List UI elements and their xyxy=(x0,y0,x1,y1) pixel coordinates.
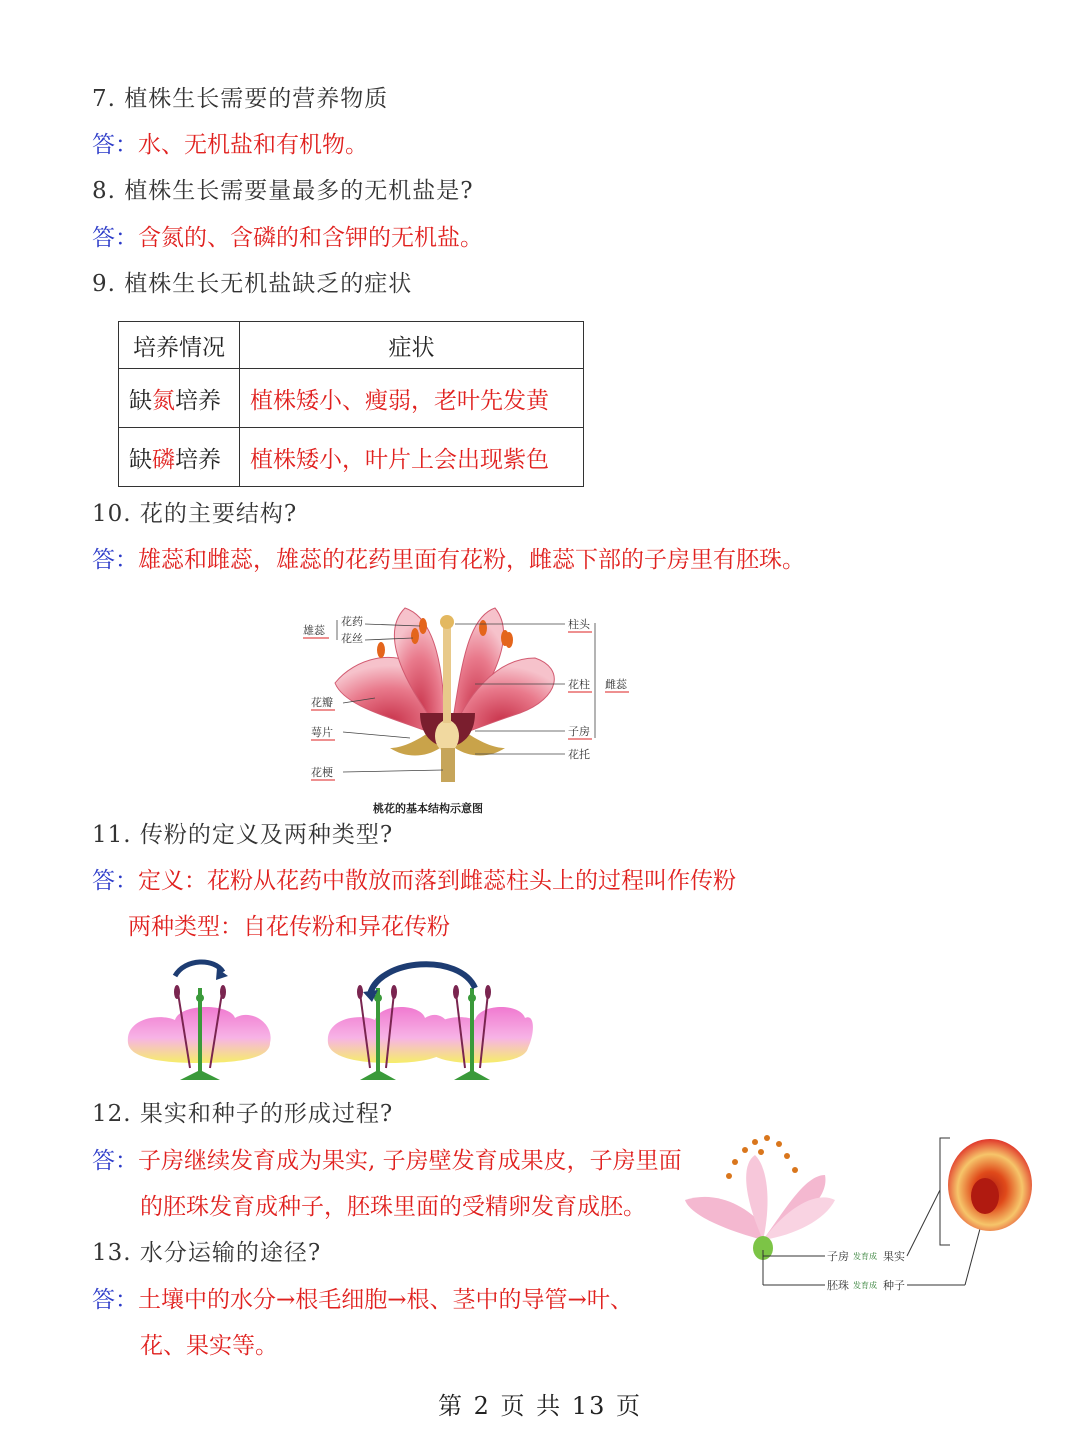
table-cell-symptom: 植株矮小、瘦弱，老叶先发黄 xyxy=(240,369,584,428)
stigma-shape xyxy=(440,615,454,629)
label-stamen: 雄蕊 xyxy=(303,624,325,637)
label-seed: 种子 xyxy=(883,1279,905,1292)
cross-pollination-flowers xyxy=(328,964,533,1080)
pollination-illustration xyxy=(120,958,540,1093)
peach-cross-section xyxy=(948,1139,1032,1231)
label-style: 花柱 xyxy=(568,678,590,691)
label-ovary: 子房 xyxy=(568,725,590,738)
label-stalk: 花梗 xyxy=(311,766,333,779)
table-cell-condition: 缺氮培养 xyxy=(119,369,240,428)
question-13: 13. 水分运输的途径? xyxy=(92,1240,322,1266)
answer-text: 定义：花粉从花药中散放而落到雌蕊柱头上的过程叫作传粉 xyxy=(138,868,736,894)
answer-lead: 答： xyxy=(92,132,138,158)
anther-shape xyxy=(377,642,385,658)
answer-11-line2: 两种类型：自花传粉和异花传粉 xyxy=(128,914,450,940)
stalk-shape xyxy=(441,748,455,782)
ovary-shape xyxy=(435,720,459,752)
table-header-symptom: 症状 xyxy=(240,322,584,369)
label-develop: 发育成 xyxy=(853,1281,877,1290)
table-header-condition: 培养情况 xyxy=(119,322,240,369)
anther-shape xyxy=(505,632,513,648)
answer-lead: 答： xyxy=(92,1287,138,1313)
anther-shape xyxy=(411,628,419,644)
question-11: 11. 传粉的定义及两种类型? xyxy=(92,822,394,848)
answer-text: 土壤中的水分→根毛细胞→根、茎中的导管→叶、 xyxy=(138,1287,633,1313)
anther-shape xyxy=(419,618,427,634)
question-10: 10. 花的主要结构? xyxy=(92,501,298,527)
answer-lead: 答： xyxy=(92,1148,138,1174)
label-ovary: 子房 xyxy=(827,1250,849,1263)
peach-flower-diagram xyxy=(295,598,640,820)
answer-lead: 答： xyxy=(92,547,138,573)
answer-13 xyxy=(92,1285,633,1315)
label-fruit: 果实 xyxy=(883,1250,905,1263)
label-stigma: 柱头 xyxy=(568,618,590,631)
question-9: 9. 植株生长无机盐缺乏的症状 xyxy=(92,271,413,297)
label-receptacle: 花托 xyxy=(568,748,590,761)
anther-shape xyxy=(479,620,487,636)
page-footer: 第 2 页 共 13 页 xyxy=(438,1392,642,1420)
answer-12 xyxy=(92,1146,682,1176)
question-7: 7. 植株生长需要的营养物质 xyxy=(92,86,389,112)
answer-text: 含氮的、含磷的和含钾的无机盐。 xyxy=(138,225,483,251)
question-8: 8. 植株生长需要量最多的无机盐是? xyxy=(92,178,474,204)
label-petal: 花瓣 xyxy=(311,696,333,709)
table-header-row xyxy=(119,322,584,369)
diagram-caption: 桃花的基本结构示意图 xyxy=(373,802,483,815)
label-sepal: 萼片 xyxy=(311,726,333,739)
deficiency-table xyxy=(118,321,584,487)
label-pistil: 雌蕊 xyxy=(605,678,627,691)
answer-8 xyxy=(92,223,483,253)
blossom-drawing xyxy=(685,1135,835,1260)
answer-text: 雄蕊和雌蕊，雄蕊的花药里面有花粉，雌蕊下部的子房里有胚珠。 xyxy=(138,547,805,573)
label-anther: 花药 xyxy=(341,615,363,628)
answer-7 xyxy=(92,130,368,160)
label-ovule: 胚珠 xyxy=(827,1279,849,1292)
answer-text: 水、无机盐和有机物。 xyxy=(138,132,368,158)
self-pollination-flower xyxy=(128,962,271,1080)
answer-10 xyxy=(92,545,805,575)
table-row xyxy=(119,428,584,487)
answer-11 xyxy=(92,866,736,896)
answer-12-line2: 的胚珠发育成种子，胚珠里面的受精卵发育成胚。 xyxy=(140,1194,646,1220)
table-cell-condition: 缺磷培养 xyxy=(119,428,240,487)
answer-text: 子房继续发育成为果实, 子房壁发育成果皮，子房里面 xyxy=(138,1148,682,1174)
table-cell-symptom: 植株矮小，叶片上会出现紫色 xyxy=(240,428,584,487)
question-12: 12. 果实和种子的形成过程? xyxy=(92,1101,394,1127)
label-filament: 花丝 xyxy=(341,632,363,645)
fruit-formation-diagram xyxy=(685,1130,1035,1300)
answer-lead: 答： xyxy=(92,225,138,251)
answer-lead: 答： xyxy=(92,868,138,894)
label-develop: 发育成 xyxy=(853,1252,877,1261)
table-row xyxy=(119,369,584,428)
answer-13-line2: 花、果实等。 xyxy=(140,1333,278,1359)
style-shape xyxy=(443,623,451,723)
